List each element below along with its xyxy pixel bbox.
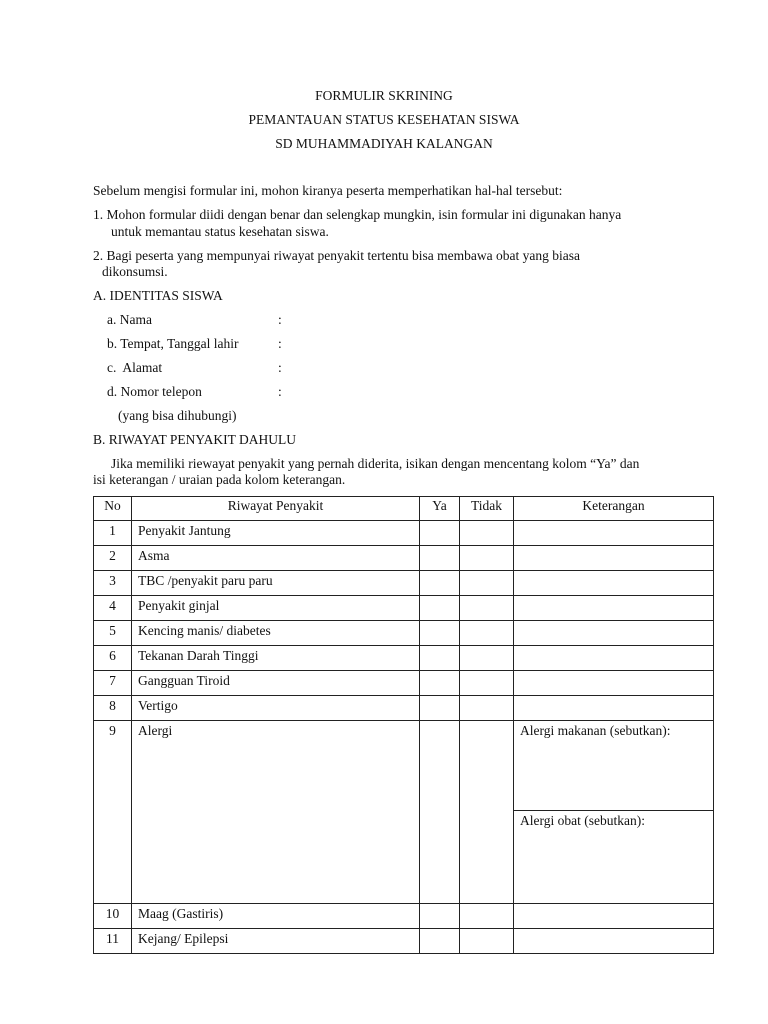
table-row (94, 621, 714, 646)
ya-cell[interactable] (420, 696, 460, 721)
tidak-cell[interactable] (460, 671, 514, 696)
field-label-nomor-telepon: d. Nomor telepon (107, 384, 202, 399)
row-disease: Asma (132, 546, 420, 571)
row-no: 5 (94, 621, 132, 646)
ya-cell[interactable] (420, 596, 460, 621)
row-disease: Vertigo (132, 696, 420, 721)
table-row (94, 571, 714, 596)
field-colon-nama: : (278, 312, 282, 327)
row-disease: Kencing manis/ diabetes (132, 621, 420, 646)
keterangan-cell[interactable] (514, 621, 714, 646)
ya-cell[interactable] (420, 571, 460, 596)
tidak-cell[interactable] (460, 621, 514, 646)
instruction-1-line2: untuk memantau status kesehatan siswa. (111, 224, 329, 239)
ya-cell[interactable] (420, 546, 460, 571)
ya-cell[interactable] (420, 904, 460, 929)
table-row-alergi (94, 721, 714, 904)
keterangan-cell[interactable] (514, 904, 714, 929)
row-disease: TBC /penyakit paru paru (132, 571, 420, 596)
table-row (94, 521, 714, 546)
table-row (94, 646, 714, 671)
tidak-cell[interactable] (460, 904, 514, 929)
tidak-cell[interactable] (460, 596, 514, 621)
field-colon-tempat-tanggal-lahir: : (278, 336, 282, 351)
row-disease: Kejang/ Epilepsi (132, 929, 420, 954)
keterangan-cell[interactable] (514, 646, 714, 671)
table-row (94, 671, 714, 696)
ya-cell[interactable] (420, 646, 460, 671)
tidak-cell[interactable] (460, 571, 514, 596)
field-label-tempat-tanggal-lahir: b. Tempat, Tanggal lahir (107, 336, 239, 351)
keterangan-cell[interactable] (514, 521, 714, 546)
keterangan-cell-alergi (514, 721, 714, 904)
section-a-title: A. IDENTITAS SISWA (93, 288, 223, 303)
field-colon-nomor-telepon: : (278, 384, 282, 399)
tidak-cell[interactable] (460, 721, 514, 904)
section-b-title: B. RIWAYAT PENYAKIT DAHULU (93, 432, 297, 447)
row-disease: Maag (Gastiris) (132, 904, 420, 929)
table-row (94, 904, 714, 929)
header-keterangan: Keterangan (514, 497, 714, 521)
tidak-cell[interactable] (460, 546, 514, 571)
row-no: 11 (94, 929, 132, 954)
section-b-instruction-line1: Jika memiliki riewayat penyakit yang pernah diderita, isikan dengan mencentang kolom “Ya” dan (111, 456, 640, 471)
ya-cell[interactable] (420, 929, 460, 954)
keterangan-cell[interactable] (514, 546, 714, 571)
row-disease: Alergi (132, 721, 420, 904)
row-no: 2 (94, 546, 132, 571)
alergi-obat-field[interactable] (514, 811, 713, 901)
row-no: 9 (94, 721, 132, 904)
form-title: FORMULIR SKRINING (315, 88, 453, 103)
intro-text: Sebelum mengisi formular ini, mohon kiranya peserta memperhatikan hal-hal tersebut: (93, 183, 563, 198)
keterangan-cell[interactable] (514, 571, 714, 596)
instruction-1-line1: 1. Mohon formular diidi dengan benar dan selengkap mungkin, isin formular ini digunakan hanya (93, 207, 622, 222)
phone-note: (yang bisa dihubungi) (118, 408, 237, 423)
keterangan-cell[interactable] (514, 671, 714, 696)
row-no: 4 (94, 596, 132, 621)
keterangan-cell[interactable] (514, 929, 714, 954)
header-ya: Ya (420, 497, 460, 521)
row-no: 6 (94, 646, 132, 671)
field-label-nama: a. Nama (107, 312, 152, 327)
ya-cell[interactable] (420, 671, 460, 696)
instruction-2-line1: 2. Bagi peserta yang mempunyai riwayat penyakit tertentu bisa membawa obat yang biasa (93, 248, 580, 263)
header-riwayat-penyakit: Riwayat Penyakit (132, 497, 420, 521)
row-disease: Penyakit Jantung (132, 521, 420, 546)
keterangan-cell[interactable] (514, 696, 714, 721)
tidak-cell[interactable] (460, 646, 514, 671)
field-label-alamat: c. Alamat (107, 360, 163, 375)
row-disease: Tekanan Darah Tinggi (132, 646, 420, 671)
ya-cell[interactable] (420, 721, 460, 904)
ya-cell[interactable] (420, 621, 460, 646)
school-name: SD MUHAMMADIYAH KALANGAN (275, 136, 493, 151)
table-row (94, 696, 714, 721)
row-no: 8 (94, 696, 132, 721)
alergi-makanan-field[interactable] (514, 721, 713, 811)
row-no: 7 (94, 671, 132, 696)
row-disease: Penyakit ginjal (132, 596, 420, 621)
row-no: 1 (94, 521, 132, 546)
row-no: 3 (94, 571, 132, 596)
keterangan-cell[interactable] (514, 596, 714, 621)
header-tidak: Tidak (460, 497, 514, 521)
table-row (94, 596, 714, 621)
tidak-cell[interactable] (460, 521, 514, 546)
table-header-row (94, 497, 714, 521)
row-no: 10 (94, 904, 132, 929)
alergi-obat-label: Alergi obat (sebutkan): (520, 813, 645, 828)
row-disease: Gangguan Tiroid (132, 671, 420, 696)
instruction-2-line2: dikonsumsi. (102, 264, 168, 279)
table-row (94, 929, 714, 954)
riwayat-penyakit-table (93, 496, 714, 954)
header-no: No (94, 497, 132, 521)
tidak-cell[interactable] (460, 696, 514, 721)
alergi-makanan-label: Alergi makanan (sebutkan): (520, 723, 671, 738)
tidak-cell[interactable] (460, 929, 514, 954)
field-colon-alamat: : (278, 360, 282, 375)
table-row (94, 546, 714, 571)
section-b-instruction-line2: isi keterangan / uraian pada kolom keterangan. (93, 472, 346, 487)
ya-cell[interactable] (420, 521, 460, 546)
form-subtitle: PEMANTAUAN STATUS KESEHATAN SISWA (248, 112, 520, 127)
